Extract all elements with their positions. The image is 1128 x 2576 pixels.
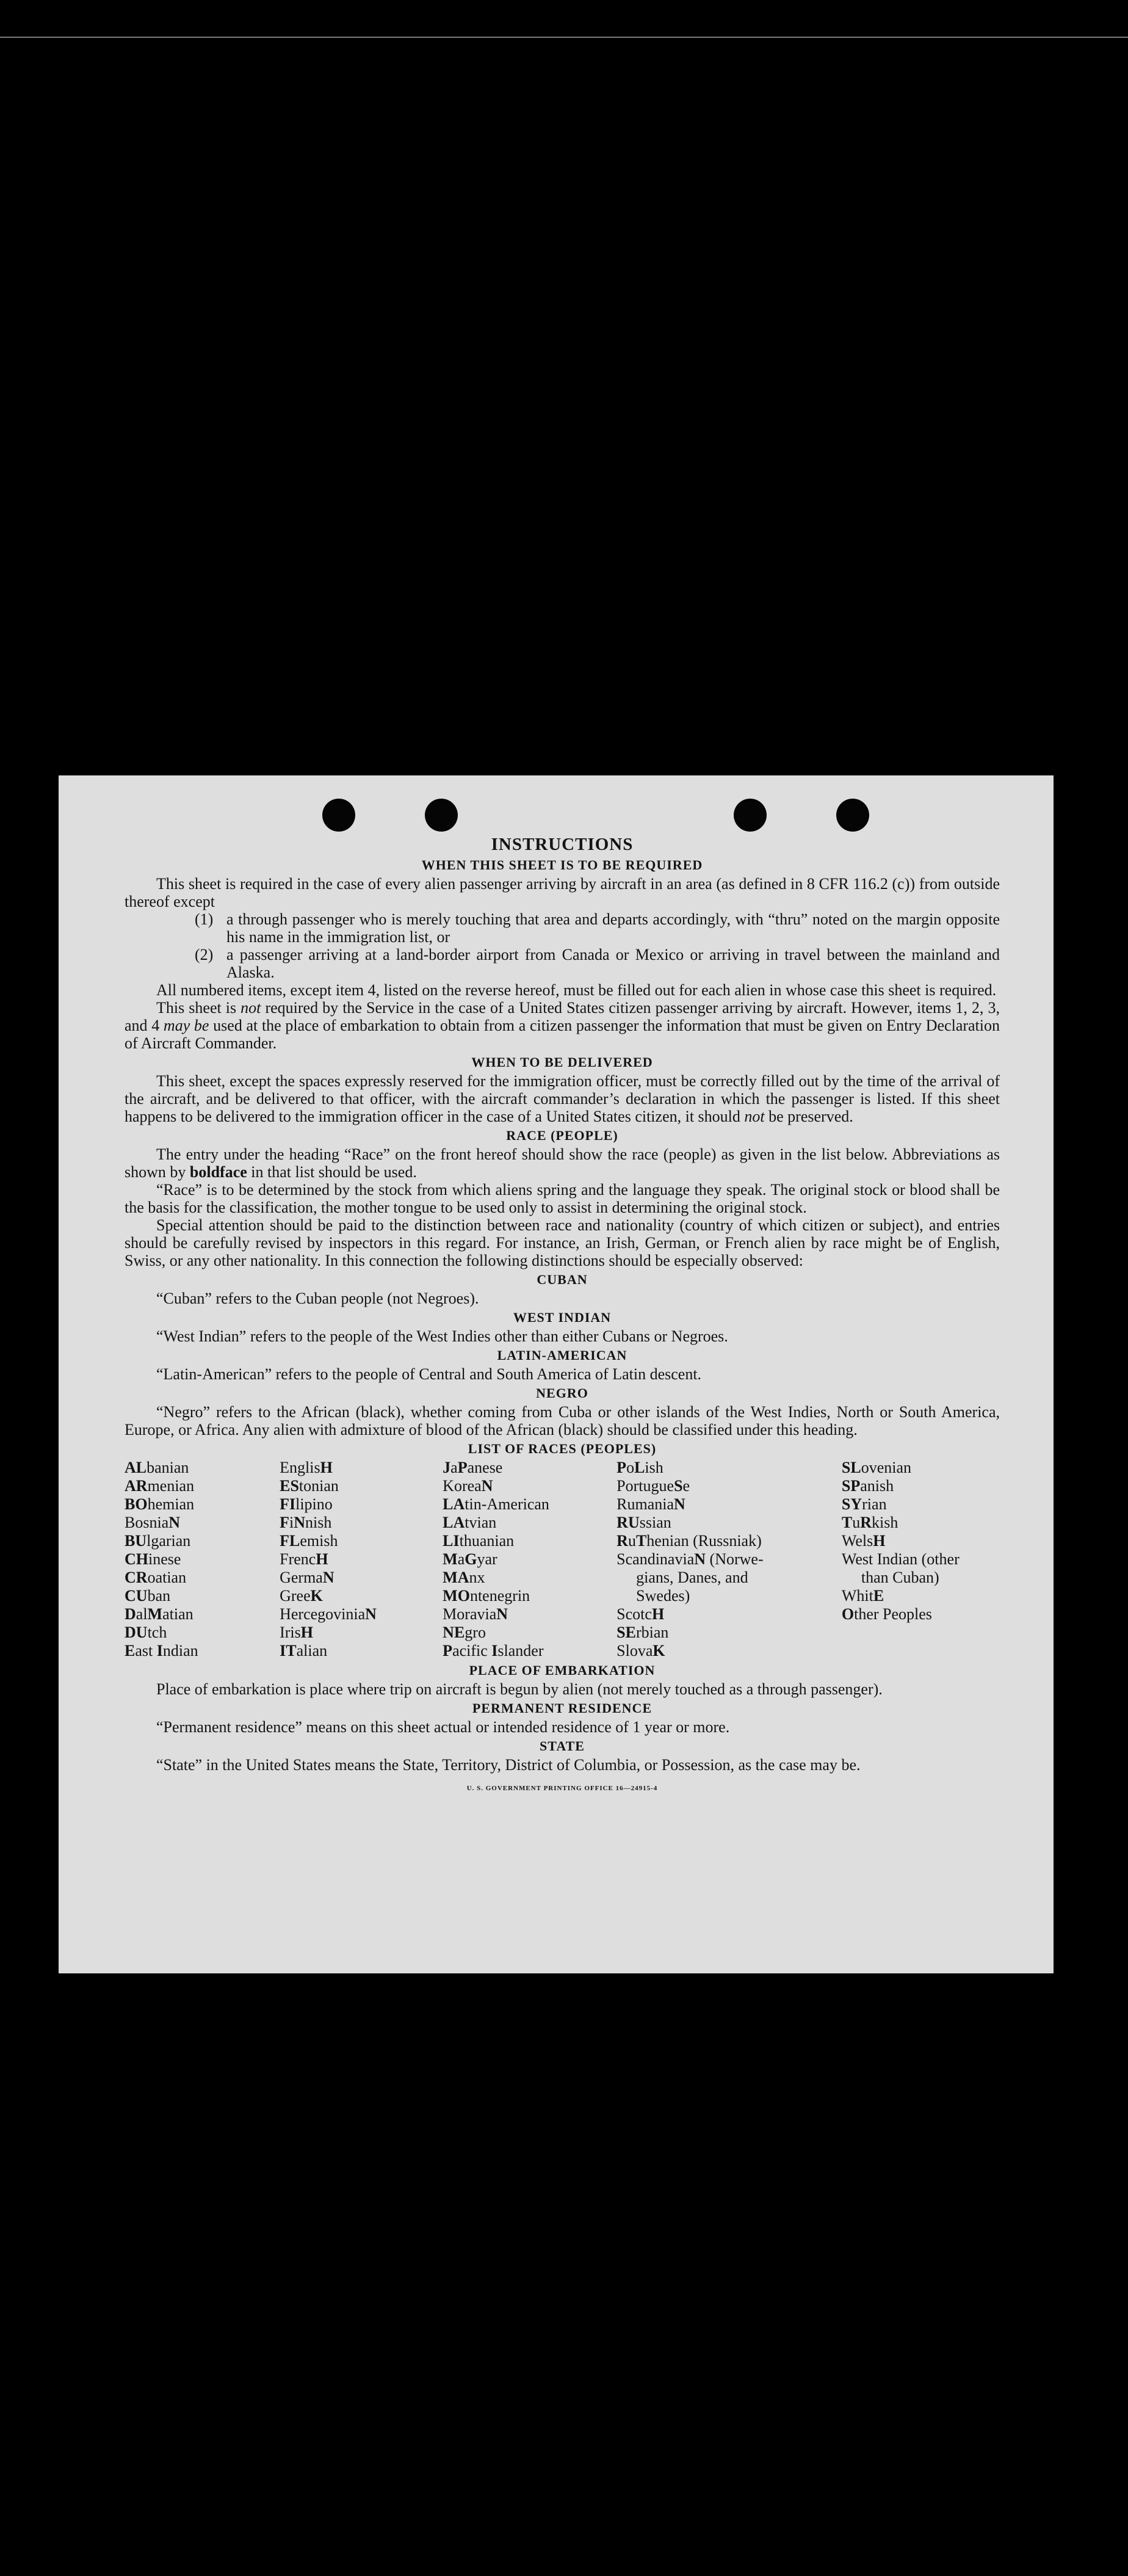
section-heading: WHEN THIS SHEET IS TO BE REQUIRED — [421, 857, 703, 873]
race-entry: RUssian — [616, 1514, 671, 1531]
paragraph: “West Indian” refers to the people of the West Indies other than either Cubans or Negroes. — [156, 1327, 728, 1345]
race-entry: FIlipino — [280, 1495, 333, 1513]
paragraph: “Negro” refers to the African (black), whether coming from Cuba or other islands of the West Indies, North or South America, Europe, or Africa. Any alien with admixture of blood of the African (black) should be classified under this heading. — [125, 1403, 1000, 1439]
race-entry: KoreaN — [443, 1477, 493, 1495]
race-entry: CRoatian — [125, 1569, 187, 1586]
section-heading: RACE (PEOPLE) — [506, 1128, 618, 1143]
race-entry: Pacific Islander — [443, 1642, 544, 1660]
race-entry: JaPanese — [443, 1459, 503, 1476]
race-entry: EStonian — [280, 1477, 339, 1495]
race-entry: LAtvian — [443, 1514, 497, 1531]
race-entry: SPanish — [841, 1477, 894, 1495]
race-entry: ScandinaviaN (Norwe- — [616, 1550, 764, 1568]
race-entry: WhitE — [841, 1587, 884, 1605]
race-entry: HercegoviniaN — [280, 1605, 377, 1623]
race-entry: BUlgarian — [125, 1532, 191, 1550]
race-entry: LIthuanian — [443, 1532, 515, 1550]
paragraph: “Race” is to be determined by the stock from which aliens spring and the language they speak. The original stock or blood shall be the basis for the classification, the mother tongue to be used only to assist in determining the original stock. — [125, 1181, 1000, 1216]
page-title: INSTRUCTIONS — [491, 835, 634, 854]
race-entry: LAtin-American — [443, 1495, 549, 1513]
section-heading: STATE — [540, 1738, 585, 1754]
race-entry: IrisH — [280, 1624, 314, 1641]
punch-hole — [322, 799, 355, 832]
race-column — [125, 1459, 280, 1660]
race-entry: CUban — [125, 1587, 171, 1605]
race-entry: SLovenian — [841, 1459, 912, 1476]
race-entry: FLemish — [280, 1532, 338, 1550]
race-entry: SlovaK — [616, 1642, 665, 1660]
section-heading: LIST OF RACES (PEOPLES) — [468, 1441, 657, 1456]
paragraph: This sheet, except the spaces expressly reserved for the immigration officer, must be correctly filled out by the time of the arrival of the aircraft, and be delivered to that officer, with the aircraft commander’s declaration in which the passenger is listed. If this sheet happens to be delivered to the immigration officer in the case of a United States citizen, it should not be preserved. — [125, 1072, 1000, 1125]
list-item: (2) a passenger arriving at a land-border airport from Canada or Mexico or arriving in travel between the mainland and Alaska. — [195, 946, 1000, 981]
race-entry: Swedes) — [636, 1587, 690, 1605]
paragraph: This sheet is required in the case of every alien passenger arriving by aircraft in an area (as defined in 8 CFR 116.2 (c)) from outside thereof except — [125, 875, 1000, 910]
race-entry: than Cuban) — [861, 1569, 939, 1586]
race-entry: MaGyar — [443, 1550, 497, 1568]
printer-imprint: U. S. GOVERNMENT PRINTING OFFICE 16—24915-4 — [466, 1785, 658, 1792]
paragraph: This sheet is not required by the Service in the case of a United States citizen passenger arriving by aircraft. However, items 1, 2, 3, and 4 may be used at the place of embarkation to obtain from a citizen passenger the information that must be given on Entry Declaration of Aircraft Commander. — [125, 999, 1000, 1052]
race-entry: Other Peoples — [841, 1605, 932, 1623]
race-entry: GermaN — [280, 1569, 334, 1586]
race-entry: GreeK — [280, 1587, 323, 1605]
instruction-sheet — [59, 775, 1054, 1973]
sheet-content — [125, 834, 1000, 1798]
race-entry: BosniaN — [125, 1514, 181, 1531]
race-entry: CHinese — [125, 1550, 181, 1568]
race-entry: FiNnish — [280, 1514, 332, 1531]
race-entry: MOntenegrin — [443, 1587, 530, 1605]
paragraph: “State” in the United States means the State, Territory, District of Columbia, or Possession, as the case may be. — [156, 1756, 861, 1774]
race-entry: DalMatian — [125, 1605, 193, 1623]
race-entry: MoraviaN — [443, 1605, 508, 1623]
race-entry: PortugueSe — [616, 1477, 690, 1495]
section-heading: NEGRO — [536, 1385, 588, 1401]
section-heading: PLACE OF EMBARKATION — [469, 1663, 656, 1678]
punch-hole — [734, 799, 767, 832]
race-entry: MAnx — [443, 1569, 485, 1586]
race-entry: ALbanian — [125, 1459, 189, 1476]
race-entry: PoLish — [616, 1459, 663, 1476]
race-column — [443, 1459, 616, 1660]
race-entry: RumaniaN — [616, 1495, 685, 1513]
section-heading: CUBAN — [537, 1272, 588, 1287]
paragraph: The entry under the heading “Race” on the front hereof should show the race (people) as given in the list below. Abbreviations as shown by boldface in that list should be used. — [125, 1145, 1000, 1181]
race-column — [280, 1459, 443, 1660]
section-heading: LATIN-AMERICAN — [497, 1348, 627, 1363]
race-entry: gians, Danes, and — [636, 1569, 748, 1586]
section-heading: WEST INDIAN — [513, 1310, 612, 1325]
race-entry: TuRkish — [841, 1514, 898, 1531]
race-entry: WelsH — [841, 1532, 886, 1550]
race-entry: NEgro — [443, 1624, 486, 1641]
paragraph: “Permanent residence” means on this sheet actual or intended residence of 1 year or more. — [156, 1718, 730, 1736]
race-entry: DUtch — [125, 1624, 167, 1641]
paragraph: “Cuban” refers to the Cuban people (not Negroes). — [156, 1290, 479, 1307]
paragraph: All numbered items, except item 4, listed on the reverse hereof, must be filled out for each alien in whose case this sheet is required. — [156, 981, 997, 999]
race-entry: ScotcH — [616, 1605, 665, 1623]
race-entry: SYrian — [841, 1495, 887, 1513]
section-heading: WHEN TO BE DELIVERED — [471, 1054, 653, 1070]
race-entry: ARmenian — [125, 1477, 195, 1495]
race-entry: EnglisH — [280, 1459, 333, 1476]
race-entry: FrencH — [280, 1550, 328, 1568]
paragraph: “Latin-American” refers to the people of Central and South America of Latin descent. — [156, 1365, 702, 1383]
paragraph: Special attention should be paid to the distinction between race and nationality (country of which citizen or subject), and entries should be carefully revised by inspectors in this regard. For instance, an Irish, German, or French alien by race might be of English, Swiss, or any other nationality. In this connection the following distinctions should be especially observed: — [125, 1216, 1000, 1269]
race-entry: SErbian — [616, 1624, 669, 1641]
punch-hole — [836, 799, 869, 832]
race-column — [842, 1459, 1000, 1660]
race-entry: East Indian — [125, 1642, 198, 1660]
list-item: (1) a through passenger who is merely touching that area and departs accordingly, with “thru” noted on the margin opposite his name in the immigration list, or — [195, 910, 1000, 946]
race-entry: BOhemian — [125, 1495, 195, 1513]
paragraph: Place of embarkation is place where trip on aircraft is begun by alien (not merely touched as a through passenger). — [156, 1680, 883, 1698]
race-entry: RuThenian (Russniak) — [616, 1532, 762, 1550]
punch-hole — [425, 799, 458, 832]
section-heading: PERMANENT RESIDENCE — [472, 1700, 653, 1716]
race-list — [125, 1459, 1000, 1660]
race-column — [616, 1459, 842, 1660]
scanner-edge-line — [0, 37, 1128, 38]
race-entry: ITalian — [280, 1642, 328, 1660]
race-entry: West Indian (other — [841, 1550, 960, 1568]
